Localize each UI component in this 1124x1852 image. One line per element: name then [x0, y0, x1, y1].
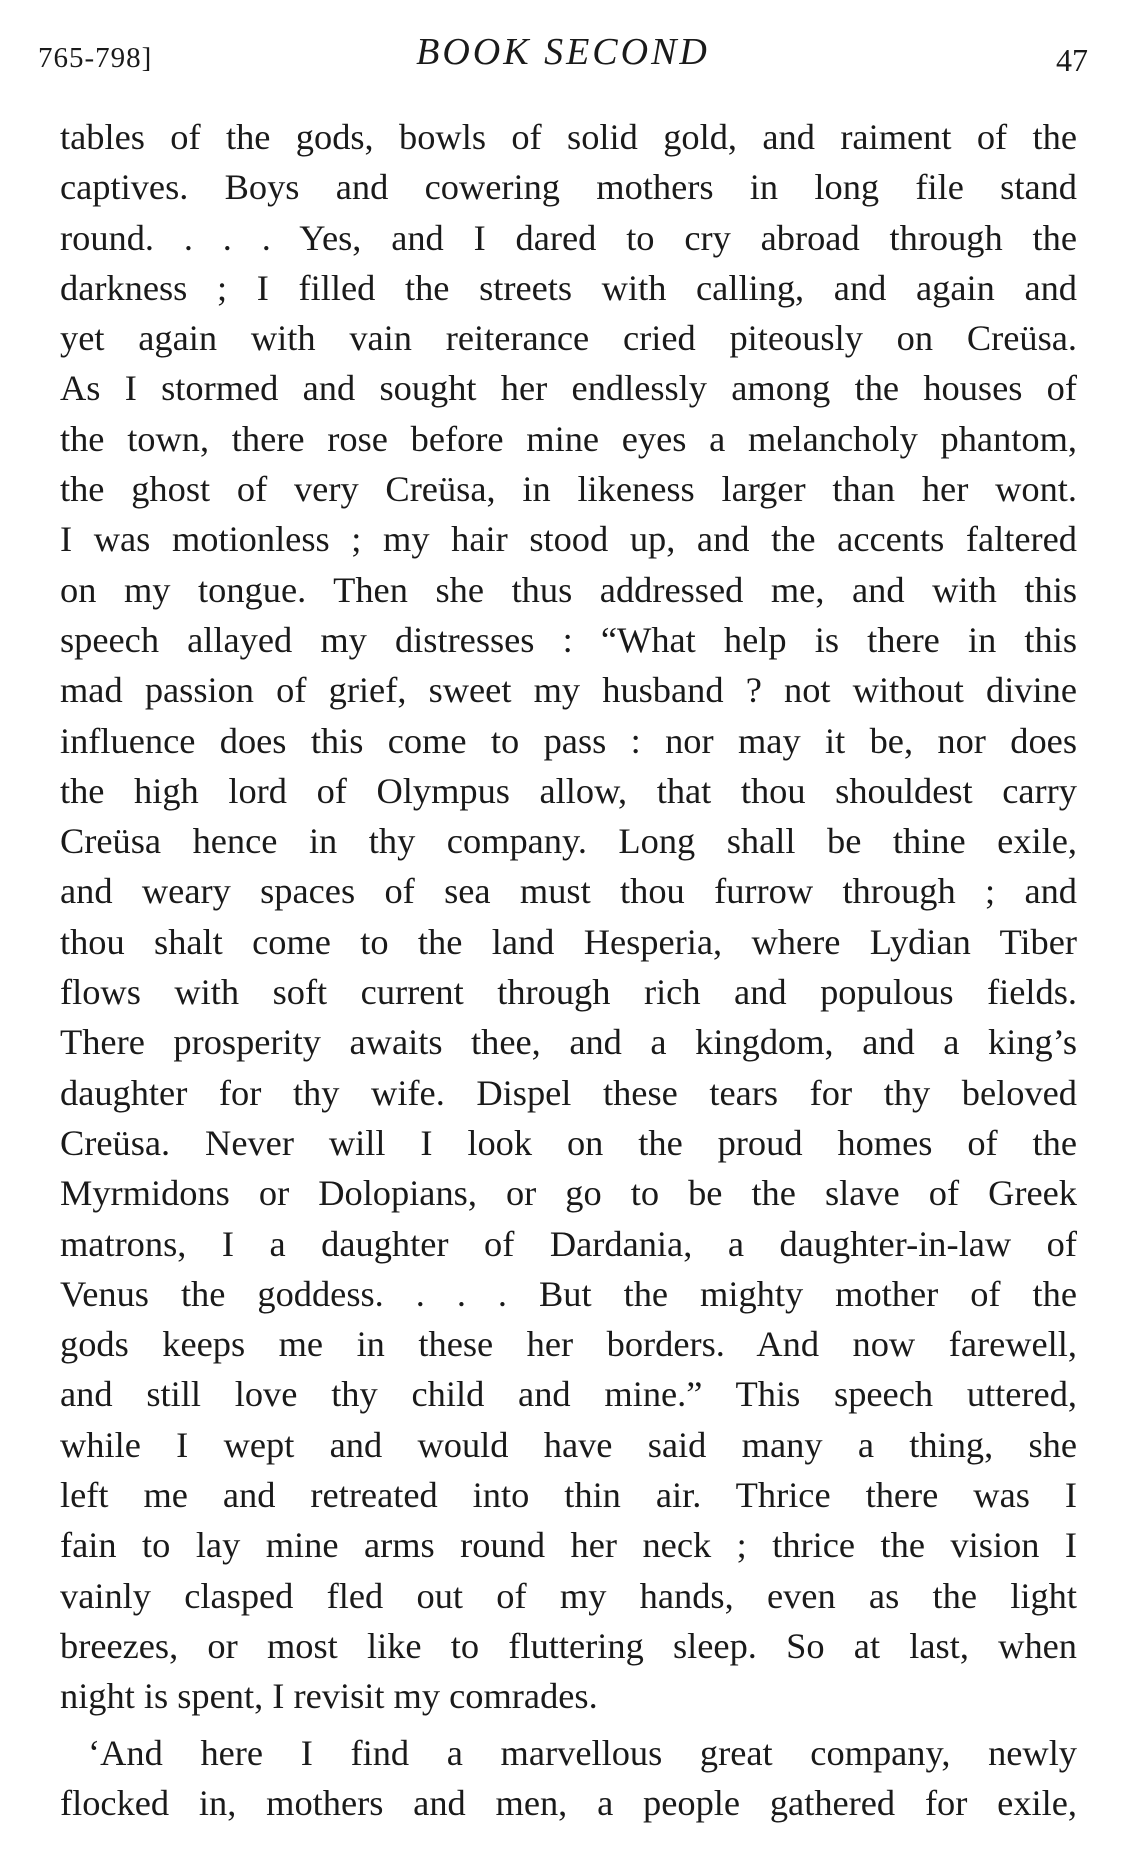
line-range: 765-798]	[38, 42, 153, 74]
text-line: night is spent, I revisit my comrades.	[60, 1676, 598, 1717]
text-line: captives. Boys and cowering mothers in long file stand	[60, 167, 1077, 208]
text-line: speech allayed my distresses : “What help is there in this	[60, 619, 1077, 660]
text-line: ‘And here I find a marvellous great company, newly	[88, 1732, 1077, 1773]
text-line: Creüsa. Never will I look on the proud homes of the	[60, 1122, 1077, 1163]
text-line: daughter for thy wife. Dispel these tears for thy beloved	[60, 1072, 1077, 1113]
book-title: BOOK SECOND	[416, 31, 710, 73]
paragraph-2	[60, 1728, 1077, 1829]
text-line: There prosperity awaits thee, and a kingdom, and a king’s	[60, 1022, 1077, 1063]
text-line: mad passion of grief, sweet my husband ? not without divine	[60, 670, 1077, 711]
text-line: influence does this come to pass : nor may it be, nor does	[60, 720, 1077, 761]
running-head	[38, 30, 1088, 80]
paragraph-1	[60, 112, 1077, 1722]
text-line: round. . . . Yes, and I dared to cry abroad through the	[60, 217, 1077, 258]
text-line: and weary spaces of sea must thou furrow through ; and	[60, 871, 1077, 912]
text-line: matrons, I a daughter of Dardania, a daughter-in-law of	[60, 1223, 1077, 1264]
text-line: the town, there rose before mine eyes a melancholy phantom,	[60, 418, 1077, 459]
text-line: Creüsa hence in thy company. Long shall be thine exile,	[60, 821, 1077, 862]
text-line: Venus the goddess. . . . But the mighty mother of the	[60, 1273, 1077, 1314]
text-line: the high lord of Olympus allow, that thou shouldest carry	[60, 770, 1077, 811]
text-line: gods keeps me in these her borders. And now farewell,	[60, 1324, 1077, 1365]
text-line: and still love thy child and mine.” This speech uttered,	[60, 1374, 1077, 1415]
text-line: darkness ; I filled the streets with calling, and again and	[60, 267, 1077, 308]
text-line: yet again with vain reiterance cried piteously on Creüsa.	[60, 318, 1077, 359]
text-line: the ghost of very Creüsa, in likeness larger than her wont.	[60, 469, 1077, 510]
text-line: tables of the gods, bowls of solid gold, and raiment of the	[60, 117, 1077, 157]
text-line: while I wept and would have said many a thing, she	[60, 1424, 1077, 1465]
text-line: breezes, or most like to fluttering sleep. So at last, when	[60, 1625, 1077, 1666]
text-line: thou shalt come to the land Hesperia, where Lydian Tiber	[60, 921, 1077, 962]
text-line: flocked in, mothers and men, a people gathered for exile,	[60, 1782, 1077, 1823]
text-line: flows with soft current through rich and populous fields.	[60, 972, 1077, 1013]
page-number: 47	[1056, 42, 1088, 78]
text-line: I was motionless ; my hair stood up, and the accents faltered	[60, 519, 1077, 560]
text-line: fain to lay mine arms round her neck ; thrice the vision I	[60, 1525, 1077, 1566]
text-line: on my tongue. Then she thus addressed me, and with this	[60, 569, 1077, 610]
text-line: Myrmidons or Dolopians, or go to be the slave of Greek	[60, 1173, 1077, 1214]
body-text	[60, 112, 1077, 1828]
text-line: left me and retreated into thin air. Thrice there was I	[60, 1475, 1077, 1516]
text-line: vainly clasped fled out of my hands, even as the light	[60, 1575, 1077, 1616]
text-line: As I stormed and sought her endlessly among the houses of	[60, 368, 1077, 409]
